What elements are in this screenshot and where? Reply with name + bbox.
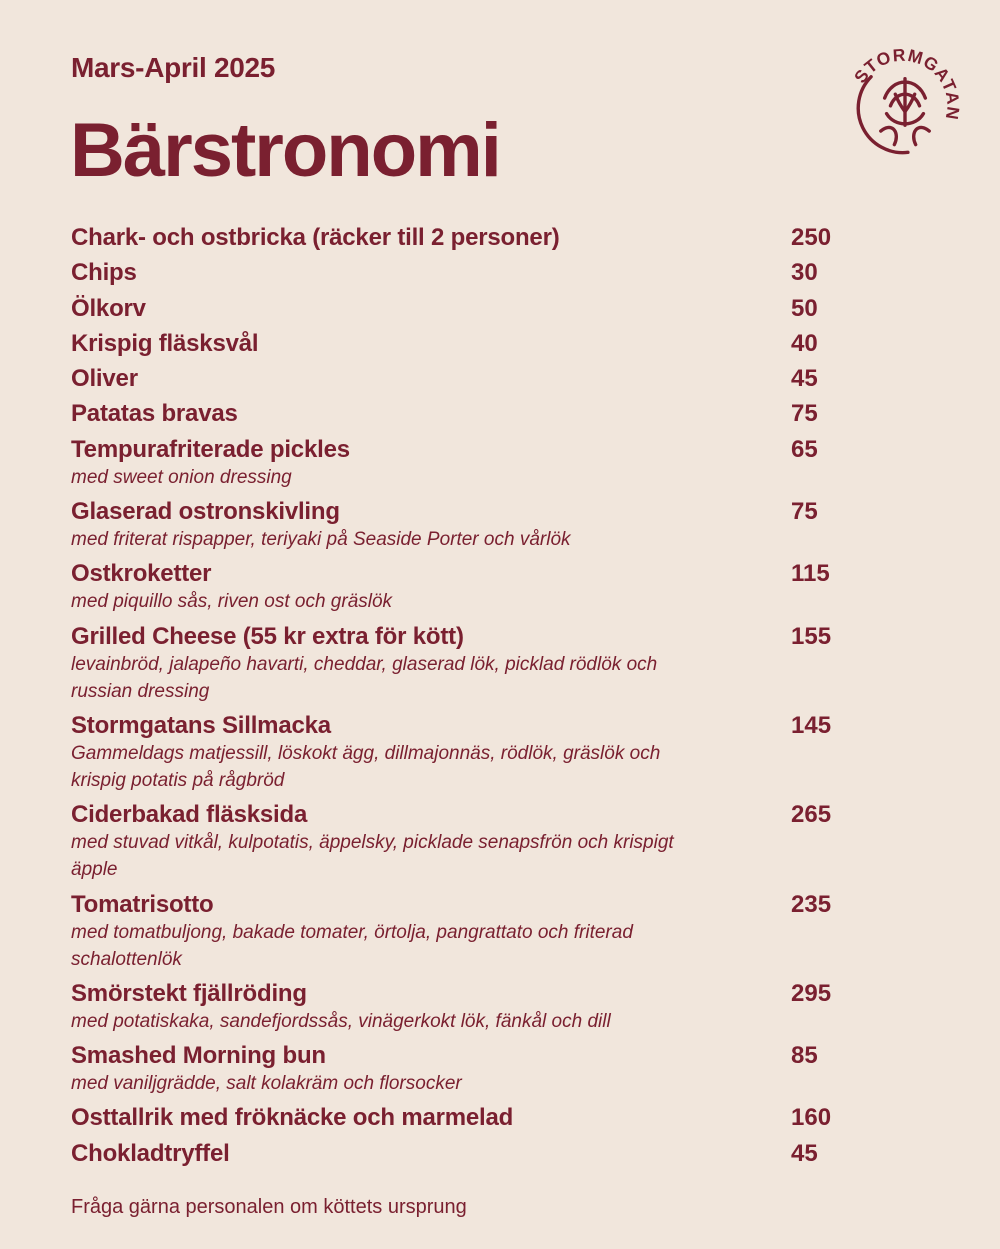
menu-item	[71, 891, 871, 973]
menu-item	[71, 400, 871, 428]
menu-item-name: Stormgatans Sillmacka	[71, 711, 331, 739]
menu-item	[71, 295, 871, 323]
menu-item	[71, 365, 871, 393]
menu-item-description: med potatiskaka, sandefjordssås, vinägerkokt lök, fänkål och dill	[71, 1010, 611, 1032]
menu-list	[71, 224, 871, 1175]
menu-item-name: Grilled Cheese (55 kr extra för kött)	[71, 622, 464, 650]
menu-item	[71, 1104, 871, 1132]
menu-item-description: med sweet onion dressing	[71, 466, 292, 488]
menu-item	[71, 330, 871, 358]
menu-item-price: 250	[791, 224, 832, 251]
menu-item	[71, 801, 871, 883]
menu-item-name: Ciderbakad fläsksida	[71, 801, 308, 829]
logo-seal-icon	[858, 77, 929, 153]
menu-item-price: 30	[791, 259, 818, 287]
menu-item-description: med friterat rispapper, teriyaki på Seaside Porter och vårlök	[71, 529, 571, 551]
menu-item-description: levainbröd, jalapeño havarti, cheddar, glaserad lök, picklad rödlök och russian dressing	[71, 653, 658, 702]
menu-item-name: Glaserad ostronskivling	[71, 498, 340, 526]
menu-title: Bärstronomi	[70, 108, 500, 193]
menu-item-price: 65	[791, 435, 818, 463]
menu-item-price: 45	[791, 1139, 818, 1167]
footer-note: Fråga gärna personalen om köttets ursprung	[71, 1196, 467, 1218]
menu-item	[71, 259, 871, 287]
menu-item-name: Tempurafriterade pickles	[71, 435, 350, 463]
menu-item-price: 75	[791, 498, 818, 526]
menu-item-name: Ölkorv	[71, 294, 146, 322]
menu-item	[71, 980, 871, 1035]
menu-item	[71, 623, 871, 705]
menu-item	[71, 498, 871, 553]
menu-item-price: 45	[791, 365, 818, 393]
menu-item-price: 115	[791, 560, 830, 588]
menu-item-name: Chokladtryffel	[71, 1139, 230, 1167]
menu-item-description: med tomatbuljong, bakade tomater, örtolja, pangrattato och friterad schalottenlök	[71, 921, 633, 970]
menu-item-name: Smashed Morning bun	[71, 1042, 326, 1070]
menu-item-price: 40	[791, 329, 818, 357]
menu-item-price: 85	[791, 1042, 818, 1070]
menu-item	[71, 560, 871, 615]
menu-item-price: 155	[791, 622, 832, 650]
menu-item-name: Chips	[71, 259, 137, 287]
menu-item-name: Smörstekt fjällröding	[71, 979, 307, 1007]
menu-item-price: 75	[791, 400, 818, 428]
menu-item-price: 265	[791, 801, 832, 829]
stormgatan-logo	[842, 38, 968, 164]
menu-item-name: Oliver	[71, 365, 138, 393]
menu-item	[71, 224, 871, 252]
menu-item-description: med piquillo sås, riven ost och gräslök	[71, 591, 393, 613]
menu-item-price: 50	[791, 294, 818, 322]
menu-item-description: med vaniljgrädde, salt kolakräm och florsocker	[71, 1073, 462, 1095]
menu-item-name: Ostkroketter	[71, 560, 212, 588]
menu-item-price: 160	[791, 1104, 832, 1132]
menu-item-price: 145	[791, 711, 832, 739]
menu-item-description: Gammeldags matjessill, löskokt ägg, dillmajonnäs, rödlök, gräslök och krispig potatis på rågbröd	[71, 742, 661, 791]
menu-item-description: med stuvad vitkål, kulpotatis, äppelsky, picklade senapsfrön och krispigt äpple	[71, 832, 674, 881]
logo-wordmark: STORMGATAN	[849, 44, 964, 122]
menu-item-name: Patatas bravas	[71, 400, 238, 428]
menu-item-price: 235	[791, 890, 832, 918]
menu-item-name: Tomatrisotto	[71, 890, 214, 918]
menu-item-name: Krispig fläsksvål	[71, 329, 259, 357]
menu-item-name: Osttallrik med fröknäcke och marmelad	[71, 1104, 514, 1132]
menu-item	[71, 1042, 871, 1097]
menu-item-price: 295	[791, 979, 832, 1007]
menu-item	[71, 436, 871, 491]
menu-item-name: Chark- och ostbricka (räcker till 2 personer)	[71, 224, 560, 251]
menu-item	[71, 712, 871, 794]
menu-period: Mars-April 2025	[71, 52, 276, 83]
menu-item	[71, 1140, 871, 1168]
